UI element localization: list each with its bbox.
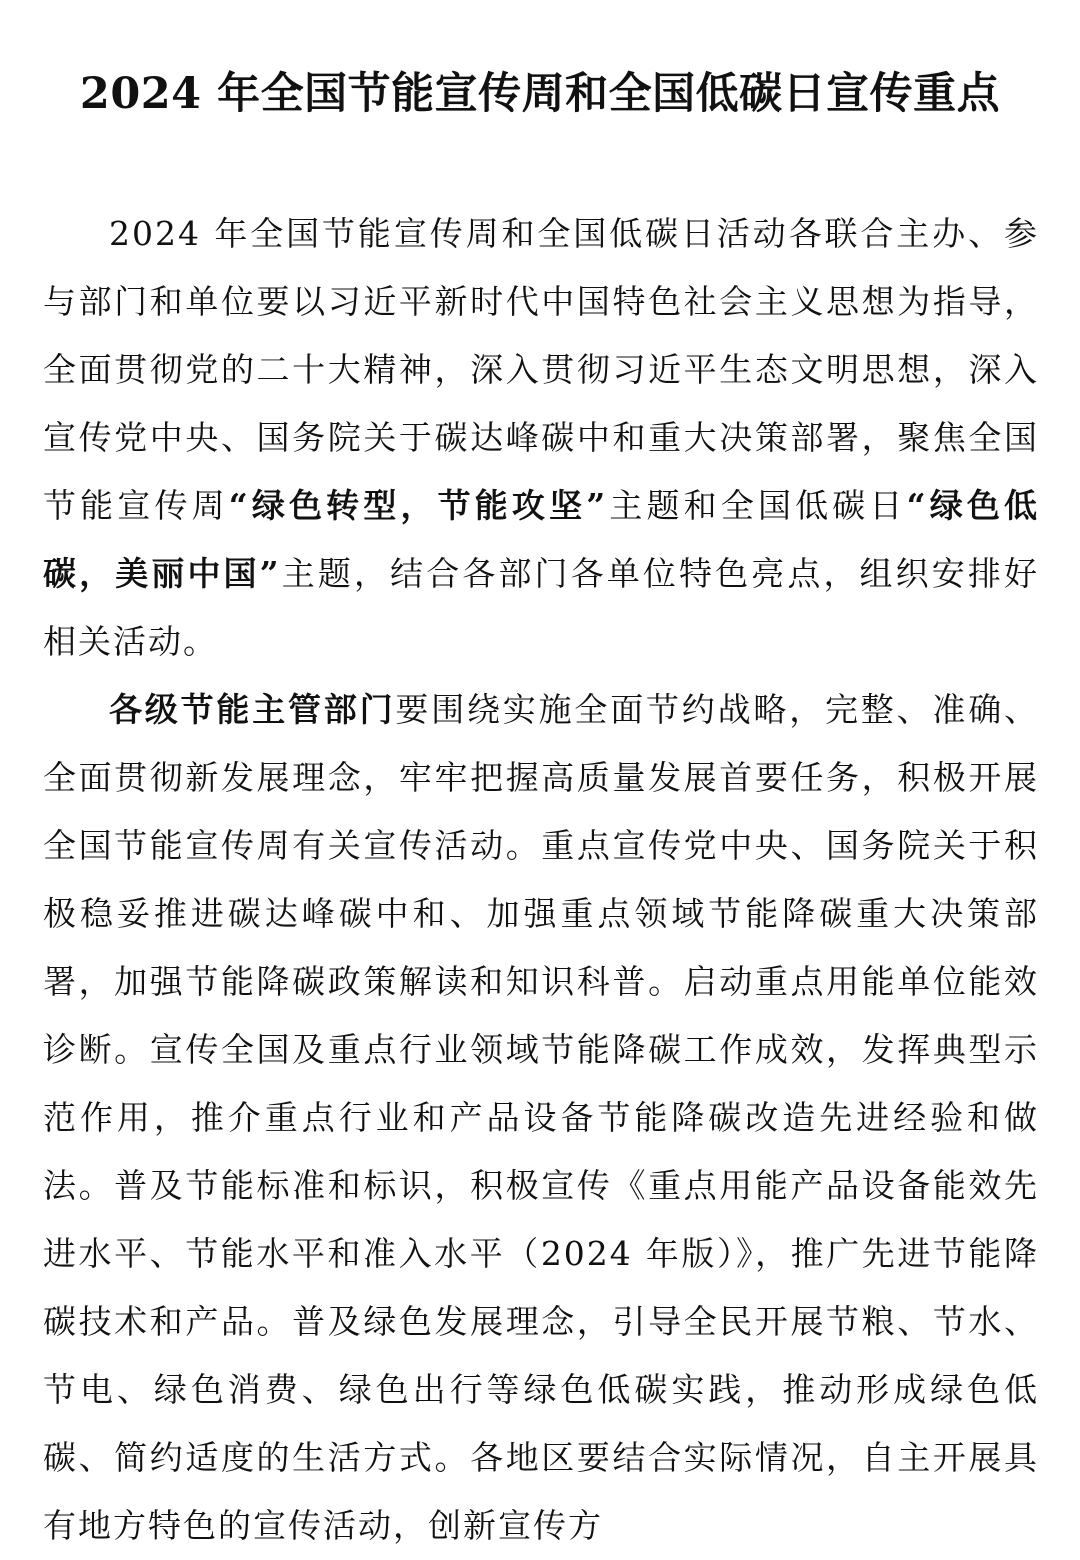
- page-title: 2024 年全国节能宣传周和全国低碳日宣传重点: [79, 69, 1001, 119]
- paragraph-1: [43, 200, 1039, 676]
- paragraph-2: [43, 676, 1039, 1560]
- paragraph-2-text: 要围绕实施全面节约战略，完整、准确、全面贯彻新发展理念，牢牢把握高质量发展首要任务，积极开展全国节能宣传周有关宣传活动。重点宣传党中央、国务院关于积极稳妥推进碳达峰碳中和、加强重点领域节能降碳重大决策部署，加强节能降碳政策解读和知识科普。启动重点用能单位能效诊断。宣传全国及重点行业领域节能降碳工作成效，发挥典型示范作用，推介重点行业和产品设备节能降碳改造先进经验和做法。普及节能标准和标识，积极宣传《重点用能产品设备能效先进水平、节能水平和准入水平（2024 年版）》，推广先进节能降碳技术和产品。普及绿色发展理念，引导全民开展节粮、节水、节电、绿色消费、绿色出行等绿色低碳实践，推动形成绿色低碳、简约适度的生活方式。各地区要结合实际情况，自主开展具有地方特色的宣传活动，创新宣传方: [43, 690, 1040, 1545]
- paragraph-1-text-2: 主题和全国低碳日: [607, 486, 907, 525]
- paragraph-2-lead: 各级节能主管部门: [109, 690, 396, 729]
- theme-low-carbon-day: “绿色低碳，美丽中国”: [43, 486, 1040, 593]
- paragraph-1-text-1: 2024 年全国节能宣传周和全国低碳日活动各联合主办、参与部门和单位要以习近平新时代中国特色社会主义思想为指导，全面贯彻党的二十大精神，深入贯彻习近平生态文明思想，深入宣传党中央、国务院关于碳达峰碳中和重大决策部署，聚焦全国节能宣传周: [43, 214, 1039, 525]
- document-body: [43, 200, 1039, 1560]
- paragraph-1-text-3: 主题，结合各部门各单位特色亮点，组织安排好相关活动。: [43, 554, 1040, 661]
- theme-energy-week: “绿色转型，节能攻坚”: [228, 486, 608, 525]
